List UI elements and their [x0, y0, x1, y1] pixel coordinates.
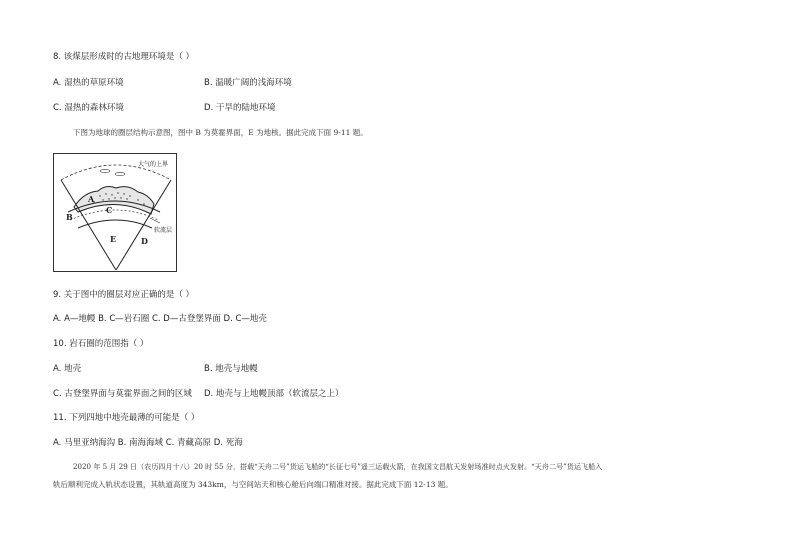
intro-9-11: 下图为地球的圈层结构示意图，图中 B 为莫霍界面，E 为地核。据此完成下面 9-11 题。 — [73, 128, 368, 137]
q10-stem: 10. 岩石圈的范围指（ ） — [53, 339, 149, 349]
label-a: A — [88, 194, 95, 204]
q11-stem: 11. 下列四地中地壳最薄的可能是（ ） — [53, 413, 200, 423]
q10-option-c: C. 古登堡界面与莫霍界面之间的区域 — [53, 389, 192, 399]
label-d: D — [141, 236, 148, 246]
q8-option-b: B. 温暖广阔的浅海环境 — [204, 78, 292, 88]
q8-option-c: C. 湿热的森林环境 — [53, 103, 124, 113]
q10-option-d: D. 地壳与上地幔顶部（软流层之上） — [204, 389, 344, 399]
q9-options: A. A—地幔 B. C—岩石圈 C. D—古登堡界面 D. C—地壳 — [53, 314, 267, 324]
intro-12-13-line1: 2020 年 5 月 29 日（农历四月十八）20 时 55 分，搭载“天舟二号”货运飞船的“长征七号”遥三运载火箭，在我国文昌航天发射场准时点火发射。“天舟二号”货运飞船入 — [73, 462, 603, 471]
q9-stem: 9. 关于图中的圈层对应正确的是（ ） — [53, 290, 195, 300]
label-atmosphere-top: 大气的上界 — [138, 161, 169, 168]
intro-12-13-line2: 轨后顺利完成入轨状态设置，其轨道高度为 343km，与空间站天和核心舱后向端口精准对接。据此完成下面 12-13 题。 — [53, 480, 453, 489]
cloud-shape — [115, 172, 125, 175]
earth-layers-figure — [53, 153, 177, 272]
q11-options: A. 马里亚纳海沟 B. 南海海域 C. 青藏高原 D. 死海 — [53, 438, 243, 448]
label-b: B — [66, 212, 73, 222]
q8-stem: 8. 该煤层形成时的古地理环境是（ ） — [53, 52, 195, 62]
q8-option-d: D. 干旱的陆地环境 — [204, 103, 276, 113]
earth-layers-diagram — [54, 154, 176, 271]
q10-option-a: A. 地壳 — [53, 364, 82, 374]
cloud-shape — [100, 169, 110, 172]
soft-layer-leader — [150, 218, 160, 223]
label-asthenosphere: 软流层 — [154, 227, 173, 234]
label-c: C — [106, 205, 113, 215]
q10-option-b: B. 地壳与地幔 — [204, 364, 258, 374]
q8-option-a: A. 湿热的草原环境 — [53, 78, 124, 88]
label-e: E — [110, 234, 117, 244]
